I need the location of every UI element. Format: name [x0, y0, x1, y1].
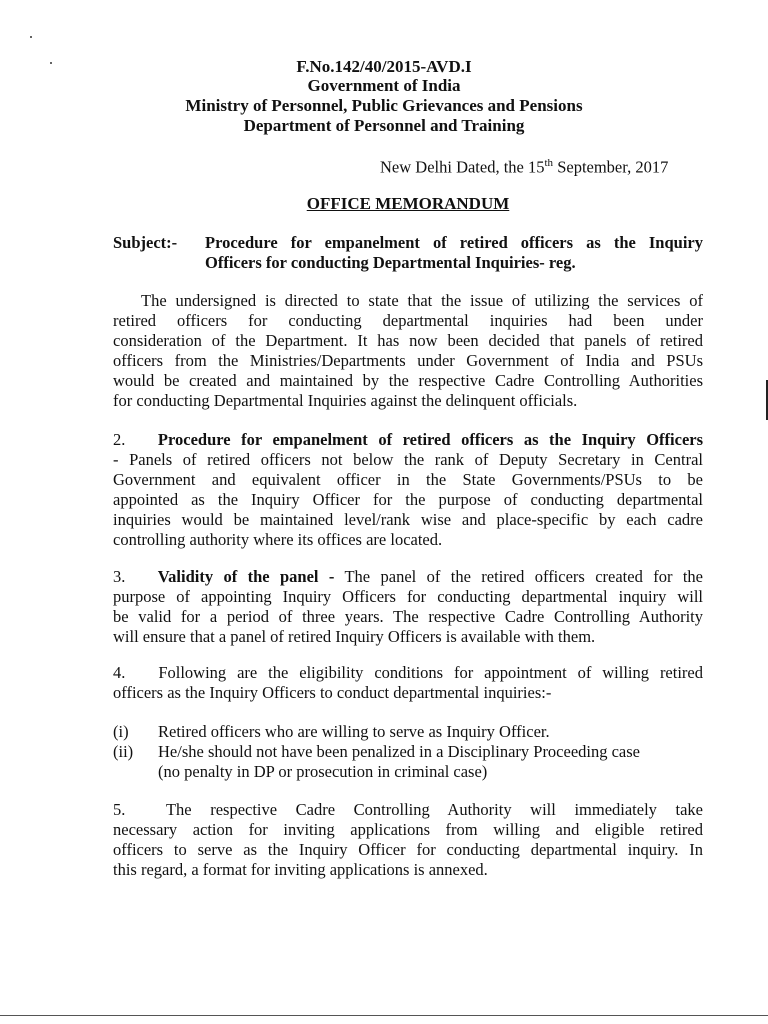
- para5-line: officers to serve as the Inquiry Officer for conducting departmental inquiry. In: [113, 840, 703, 859]
- para5-first-rest: The respective Cadre Controlling Authority will immediately take: [165, 800, 703, 819]
- file-number: F.No.142/40/2015-AVD.I: [296, 57, 472, 76]
- date-prefix: New Delhi Dated, the 15: [380, 157, 545, 177]
- subject-line-2: Officers for conducting Departmental Inquiries- reg.: [205, 253, 576, 272]
- list-item: [113, 742, 703, 782]
- date-suffix: September, 2017: [553, 157, 669, 177]
- para1-line: consideration of the Department. It has now been decided that panels of retired: [113, 331, 703, 350]
- para2-line: Government and equivalent officer in the State Governments/PSUs to be: [113, 470, 703, 489]
- para3-first-rest: The panel of the retired officers created for the: [334, 567, 704, 586]
- list-item-text: (no penalty in DP or prosecution in criminal case): [158, 762, 488, 781]
- paragraph-5: [113, 800, 703, 880]
- para4-line: officers as the Inquiry Officers to conduct departmental inquiries:-: [113, 683, 552, 702]
- para4-number: 4.: [113, 663, 126, 682]
- para5-number: 5.: [113, 800, 126, 819]
- para3-number: 3.: [113, 567, 126, 586]
- ministry-line: Ministry of Personnel, Public Grievances and Pensions: [185, 96, 583, 115]
- eligibility-list: [113, 722, 703, 782]
- department-line: Department of Personnel and Training: [243, 116, 525, 135]
- list-item-number: (i): [113, 722, 129, 741]
- para3-first-line: [113, 567, 703, 587]
- para1-line: for conducting Departmental Inquiries against the delinquent officials.: [113, 391, 578, 410]
- paragraph-3: [113, 567, 703, 647]
- subject-line-1: Procedure for empanelment of retired officers as the Inquiry: [205, 233, 703, 252]
- para1-line: The undersigned is directed to state that the issue of utilizing the services of: [141, 291, 703, 310]
- para1-line: would be created and maintained by the respective Cadre Controlling Authorities: [113, 371, 703, 390]
- para1-line: retired officers for conducting departmental inquiries had been under: [113, 311, 703, 330]
- para3-line: be valid for a period of three years. The respective Cadre Controlling Authority: [113, 607, 703, 626]
- memo-title: [0, 194, 768, 214]
- paragraph-4: [113, 663, 703, 703]
- para4-first-rest: Following are the eligibility conditions for appointment of willing retired: [158, 663, 703, 682]
- scan-speck: [30, 36, 32, 38]
- memo-title-text: OFFICE MEMORANDUM: [306, 194, 510, 213]
- list-item-number: (ii): [113, 742, 134, 761]
- para4-first-line: [113, 663, 703, 683]
- para2-number: 2.: [113, 430, 126, 449]
- para3-line: purpose of appointing Inquiry Officers for conducting departmental inquiry will: [113, 587, 703, 606]
- para2-line: - Panels of retired officers not below the rank of Deputy Secretary in Central: [113, 450, 703, 469]
- date-line: [380, 153, 668, 178]
- para1-line: officers from the Ministries/Departments under Government of India and PSUs: [113, 351, 703, 370]
- para2-line: controlling authority where its offices are located.: [113, 530, 443, 549]
- paragraph-2: [113, 430, 703, 550]
- para5-line: necessary action for inviting applications from willing and eligible retired: [113, 820, 703, 839]
- para2-heading: Procedure for empanelment of retired officers as the Inquiry Officers: [157, 430, 704, 449]
- para5-line: this regard, a format for inviting applications is annexed.: [113, 860, 488, 879]
- para2-line: appointed as the Inquiry Officer for the purpose of conducting departmental: [113, 490, 703, 509]
- list-item-text: Retired officers who are willing to serve as Inquiry Officer.: [158, 722, 550, 741]
- para2-first-line: [113, 430, 703, 450]
- subject-label: Subject:-: [113, 233, 178, 252]
- date-sup: th: [544, 157, 554, 169]
- para5-first-line: [113, 800, 703, 820]
- list-item-text: He/she should not have been penalized in a Disciplinary Proceeding case: [158, 742, 641, 761]
- list-item: [113, 722, 703, 742]
- scan-bottom-edge: [0, 1015, 768, 1016]
- government-line: Government of India: [307, 76, 461, 95]
- para3-line: will ensure that a panel of retired Inquiry Officers is available with them.: [113, 627, 596, 646]
- para3-heading: Validity of the panel -: [157, 567, 335, 586]
- para2-line: inquiries would be maintained level/rank wise and place-specific by each cadre: [113, 510, 703, 529]
- paragraph-1: [113, 291, 703, 411]
